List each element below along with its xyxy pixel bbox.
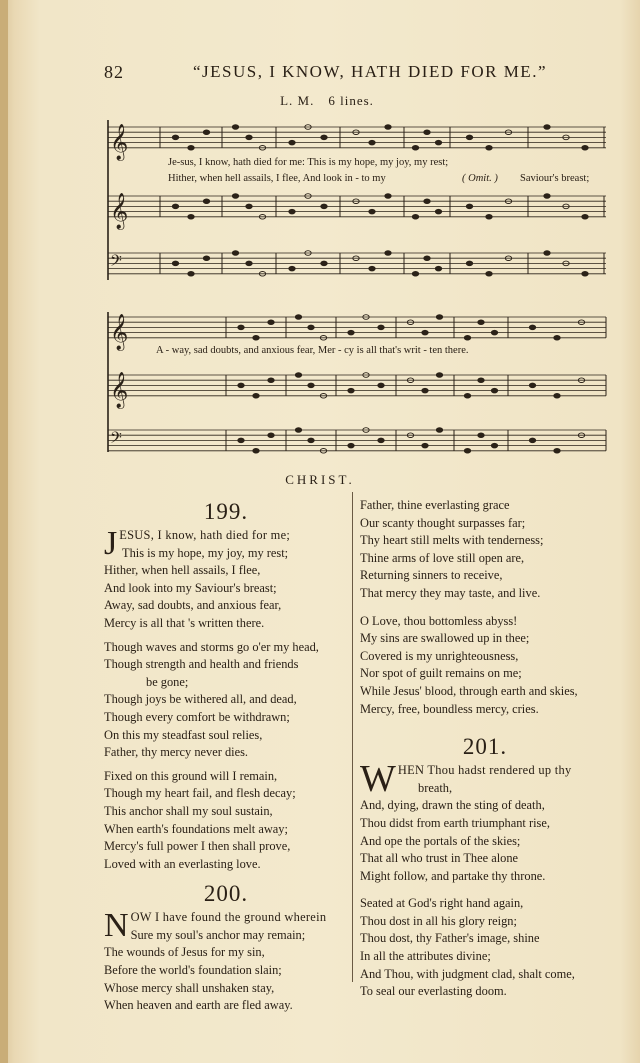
note-head xyxy=(369,209,375,214)
lyric-line-1: Je-sus, I know, hath died for me: This is my hope, my joy, my rest; xyxy=(168,157,449,168)
verse-line: In all the attributes divine; xyxy=(360,949,491,964)
bass-clef: 𝄢 xyxy=(110,252,123,274)
verse-line: And, dying, drawn the sting of death, xyxy=(360,798,545,813)
verse-line: ESUS, I know, hath died for me; xyxy=(119,528,291,542)
verse-line: breath, xyxy=(418,780,453,795)
verse-line: And ope the portals of the skies; xyxy=(360,833,521,848)
verse-line: Might follow, and partake thy throne. xyxy=(360,868,546,883)
note-head xyxy=(378,383,384,388)
note-head xyxy=(253,449,259,454)
verse-line: OW I have found the ground wherein xyxy=(130,910,327,925)
verse-line: Thou dost, thy Father's image, shine xyxy=(360,931,540,946)
note-head xyxy=(486,215,492,220)
verse-line: Fixed on this ground will I remain, xyxy=(104,768,278,783)
music-staff xyxy=(108,372,606,409)
verse-line: Returning sinners to receive, xyxy=(360,568,503,583)
treble-clef: 𝄞 xyxy=(110,123,129,160)
note-head xyxy=(529,325,535,330)
note-head xyxy=(253,394,259,399)
note-head xyxy=(321,204,327,209)
verse-line: Hither, when hell assails, I flee, xyxy=(104,563,261,578)
note-head xyxy=(544,194,550,199)
music-staff xyxy=(108,251,606,276)
note-head xyxy=(188,146,194,151)
verse-line: Though my heart fail, and flesh decay; xyxy=(104,786,296,801)
page-number: 82 xyxy=(104,62,124,82)
verse-line: Father, thy mercy never dies. xyxy=(104,745,249,760)
note-head xyxy=(554,449,560,454)
note-head xyxy=(295,373,301,378)
note-head xyxy=(544,125,550,130)
note-head xyxy=(412,215,418,220)
verse-line: To seal our everlasting doom. xyxy=(360,984,507,999)
note-head xyxy=(238,438,244,443)
lyric-line-2: Hither, when hell assails, I flee, And look in - to my xyxy=(168,173,386,184)
verse-line: The wounds of Jesus for my sin, xyxy=(104,945,265,960)
lyric-line-2-end: Saviour's breast; xyxy=(520,173,590,184)
verse-line: O Love, thou bottomless abyss! xyxy=(360,613,518,628)
note-head xyxy=(478,378,484,383)
verse-line: be gone; xyxy=(146,674,189,689)
drop-cap: J xyxy=(104,525,118,562)
hymn-199-stanza-1 xyxy=(104,527,348,633)
right-column xyxy=(360,497,610,1007)
verse-line: Mercy is all that 's written there. xyxy=(104,615,265,630)
verse-line: Thou dost in all his glory reign; xyxy=(360,913,517,928)
verse-line: Though joys be withered all, and dead, xyxy=(104,692,297,707)
verse-line: Nor spot of guilt remains on me; xyxy=(360,666,522,681)
running-title: “JESUS, I KNOW, HATH DIED FOR ME.” xyxy=(192,62,547,81)
hymn-200-stanza-1 xyxy=(104,909,348,1015)
hymn-199-stanza-3 xyxy=(104,768,348,874)
note-head xyxy=(172,135,178,140)
note-head xyxy=(172,261,178,266)
verse-line: Mercy's full power I then shall prove, xyxy=(104,839,291,854)
note-head xyxy=(464,449,470,454)
verse-line: Though waves and storms go o'er my head, xyxy=(104,639,319,654)
note-head xyxy=(412,272,418,277)
note-head xyxy=(436,373,442,378)
hymn-201-stanza-2 xyxy=(360,895,610,1001)
verse-line: Father, thine everlasting grace xyxy=(360,498,510,512)
note-head xyxy=(172,204,178,209)
note-head xyxy=(232,251,238,256)
note-head xyxy=(238,383,244,388)
note-head xyxy=(554,336,560,341)
note-head xyxy=(466,135,472,140)
note-head xyxy=(246,261,252,266)
music-score xyxy=(0,0,640,470)
note-head xyxy=(289,266,295,271)
note-head xyxy=(435,140,441,145)
note-head xyxy=(321,135,327,140)
note-head xyxy=(422,388,428,393)
note-head xyxy=(435,266,441,271)
note-head xyxy=(424,130,430,135)
verse-line: My sins are swallowed up in thee; xyxy=(360,631,530,646)
lyric-line-3: A - way, sad doubts, and anxious fear, Mer - cy is all that's writ - ten there. xyxy=(156,345,469,356)
note-head xyxy=(464,394,470,399)
note-head xyxy=(378,325,384,330)
note-head xyxy=(544,251,550,256)
meter-label: L. M. xyxy=(280,93,315,108)
hymn-199-stanza-2 xyxy=(104,639,348,762)
section-title: CHRIST. xyxy=(285,472,355,487)
verse-line: And look into my Saviour's breast; xyxy=(104,580,277,595)
note-head xyxy=(246,204,252,209)
note-head xyxy=(424,256,430,261)
music-staff xyxy=(108,193,606,230)
note-head xyxy=(246,135,252,140)
note-head xyxy=(321,261,327,266)
note-head xyxy=(554,394,560,399)
note-head xyxy=(529,383,535,388)
treble-clef: 𝄞 xyxy=(110,313,129,350)
note-head xyxy=(491,388,497,393)
hymn-number-200: 200. xyxy=(203,881,249,907)
note-head xyxy=(289,140,295,145)
note-head xyxy=(203,256,209,261)
note-head xyxy=(268,378,274,383)
meter-lines: 6 lines. xyxy=(328,93,374,108)
drop-cap: W xyxy=(360,758,396,801)
note-head xyxy=(188,272,194,277)
hymn-200-stanza-2 xyxy=(360,497,610,603)
verse-line: Thy heart still melts with tenderness; xyxy=(360,533,544,548)
note-head xyxy=(478,320,484,325)
note-head xyxy=(188,215,194,220)
music-staff xyxy=(108,428,606,453)
note-head xyxy=(295,428,301,433)
note-head xyxy=(582,215,588,220)
hymn-number-199: 199. xyxy=(203,499,249,524)
note-head xyxy=(295,315,301,320)
verse-line: Our scanty thought surpasses far; xyxy=(360,515,526,530)
hymn-number-201: 201. xyxy=(462,734,508,760)
music-staff xyxy=(108,124,606,161)
hymn-200-stanza-3 xyxy=(360,613,610,719)
note-head xyxy=(348,443,354,448)
note-head xyxy=(203,130,209,135)
note-head xyxy=(491,330,497,335)
verse-line: This is my hope, my joy, my rest; xyxy=(122,545,289,560)
drop-cap: N xyxy=(104,907,129,945)
note-head xyxy=(582,272,588,277)
note-head xyxy=(385,194,391,199)
note-head xyxy=(369,266,375,271)
note-head xyxy=(486,146,492,151)
verse-line: When heaven and earth are fled away. xyxy=(104,998,293,1013)
verse-line: Mercy, free, boundless mercy, cries. xyxy=(360,701,539,716)
note-head xyxy=(348,388,354,393)
column-divider xyxy=(352,492,353,982)
note-head xyxy=(385,125,391,130)
note-head xyxy=(378,438,384,443)
note-head xyxy=(369,140,375,145)
verse-line: Whose mercy shall unshaken stay, xyxy=(104,980,275,995)
verse-line: Though strength and health and friends xyxy=(104,657,299,672)
verse-line: Before the world's foundation slain; xyxy=(104,963,282,978)
verse-line: That all who trust in Thee alone xyxy=(360,851,519,866)
verse-line: That mercy they may taste, and live. xyxy=(360,585,541,600)
note-head xyxy=(466,204,472,209)
note-head xyxy=(529,438,535,443)
treble-clef: 𝄞 xyxy=(110,371,129,408)
note-head xyxy=(289,209,295,214)
note-head xyxy=(422,330,428,335)
note-head xyxy=(203,199,209,204)
note-head xyxy=(435,209,441,214)
verse-line: Thine arms of love still open are, xyxy=(360,550,525,565)
hymn-201-stanza-1 xyxy=(360,758,610,885)
note-head xyxy=(422,443,428,448)
note-head xyxy=(268,320,274,325)
verse-line: Sure my soul's anchor may remain; xyxy=(130,927,306,942)
note-head xyxy=(582,146,588,151)
note-head xyxy=(253,336,259,341)
note-head xyxy=(308,438,314,443)
verse-line: Though every comfort be withdrawn; xyxy=(104,709,290,724)
verse-line: Away, sad doubts, and anxious fear, xyxy=(104,598,282,613)
verse-line: Thou didst from earth triumphant rise, xyxy=(360,815,550,830)
verse-line: Loved with an everlasting love. xyxy=(104,856,261,871)
verse-line: HEN Thou hadst rendered up thy xyxy=(397,763,572,778)
lyric-omit: ( Omit. ) xyxy=(462,173,498,184)
note-head xyxy=(238,325,244,330)
verse-line: While Jesus' blood, through earth and skies, xyxy=(360,683,578,698)
note-head xyxy=(232,125,238,130)
note-head xyxy=(436,428,442,433)
left-column xyxy=(104,497,348,1021)
note-head xyxy=(491,443,497,448)
verse-line: And Thou, with judgment clad, shalt come, xyxy=(360,966,575,981)
note-head xyxy=(466,261,472,266)
verse-line: Covered is my unrighteousness, xyxy=(360,648,519,663)
note-head xyxy=(464,336,470,341)
verse-line: Seated at God's right hand again, xyxy=(360,896,524,911)
note-head xyxy=(308,325,314,330)
verse-line: This anchor shall my soul sustain, xyxy=(104,803,273,818)
note-head xyxy=(232,194,238,199)
note-head xyxy=(436,315,442,320)
note-head xyxy=(412,146,418,151)
note-head xyxy=(308,383,314,388)
verse-line: When earth's foundations melt away; xyxy=(104,821,288,836)
note-head xyxy=(385,251,391,256)
note-head xyxy=(424,199,430,204)
verse-line: On this my steadfast soul relies, xyxy=(104,727,263,742)
note-head xyxy=(478,433,484,438)
bass-clef: 𝄢 xyxy=(110,429,123,451)
note-head xyxy=(486,272,492,277)
note-head xyxy=(268,433,274,438)
treble-clef: 𝄞 xyxy=(110,192,129,229)
note-head xyxy=(348,330,354,335)
